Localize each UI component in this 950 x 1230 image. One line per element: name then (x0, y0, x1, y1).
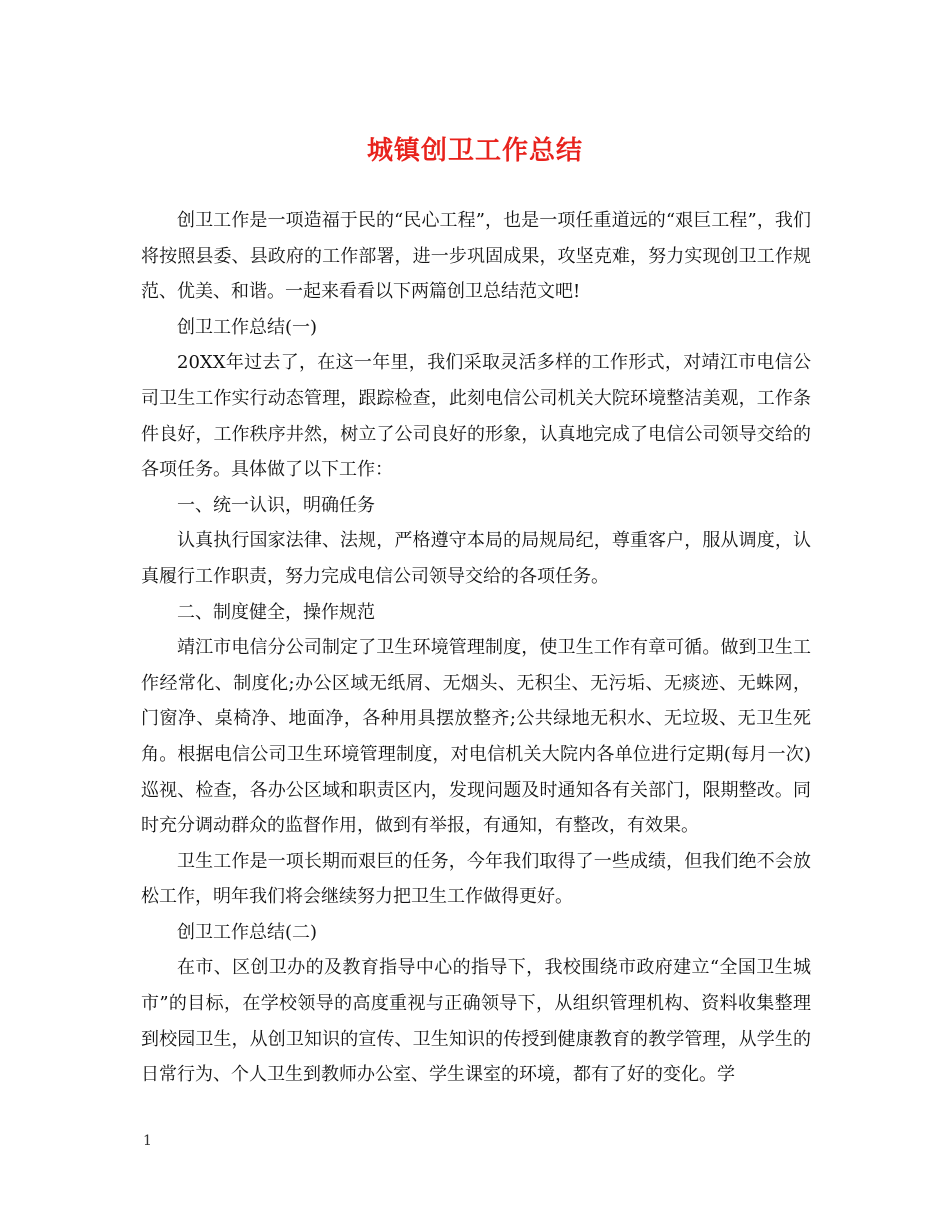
intro-paragraph: 创卫工作是一项造福于民的“民心工程”，也是一项任重道远的“艰巨工程”，我们将按照县委、县政府的工作部署，进一步巩固成果，攻坚克难，努力实现创卫工作规范、优美、和谐。一起来看看以下两篇创卫总结范文吧! (141, 210, 811, 303)
document-title: 城镇创卫工作总结 (366, 136, 583, 166)
document-body (141, 203, 811, 1093)
body-paragraph: 靖江市电信分公司制定了卫生环境管理制度，使卫生工作有章可循。做到卫生工作经常化、制度化;办公区域无纸屑、无烟头、无积尘、无污垢、无痰迹、无蛛网，门窗净、桌椅净、地面净，各种用具摆放整齐;公共绿地无积水、无垃圾、无卫生死角。根据电信公司卫生环境管理制度，对电信机关大院内各单位进行定期(每月一次)巡视、检查，各办公区域和职责区内，发现问题及时通知各有关部门，限期整改。同时充分调动群众的监督作用，做到有举报，有通知，有整改，有效果。 (141, 637, 811, 837)
body-paragraph: 卫生工作是一项长期而艰巨的任务，今年我们取得了一些成绩，但我们绝不会放松工作，明年我们将会继续努力把卫生工作做得更好。 (141, 850, 811, 908)
section-heading-summary-2: 创卫工作总结(二) (177, 921, 318, 943)
subheading-unify-understanding: 一、统一认识，明确任务 (177, 494, 375, 516)
subheading-system-sound: 二、制度健全，操作规范 (177, 601, 375, 623)
body-paragraph: 在市、区创卫办的及教育指导中心的指导下，我校围绕市政府建立“全国卫生城市”的目标，在学校领导的高度重视与正确领导下，从组织管理机构、资料收集整理到校园卫生，从创卫知识的宣传、卫生知识的传授到健康教育的教学管理，从学生的日常行为、个人卫生到教师办公室、学生课室的环境，都有了好的变化。学 (141, 957, 811, 1086)
body-paragraph: 认真执行国家法律、法规，严格遵守本局的局规局纪，尊重客户，服从调度，认真履行工作职责，努力完成电信公司领导交给的各项任务。 (141, 530, 811, 587)
section-heading-summary-1: 创卫工作总结(一) (177, 316, 318, 338)
body-paragraph: 20XX年过去了，在这一年里，我们采取灵活多样的工作形式，对靖江市电信公司卫生工作实行动态管理，跟踪检查，此刻电信公司机关大院环境整洁美观，工作条件良好，工作秩序井然，树立了公司良好的形象，认真地完成了电信公司领导交给的各项任务。具体做了以下工作： (141, 352, 811, 481)
page-number: 1 (143, 1133, 152, 1149)
